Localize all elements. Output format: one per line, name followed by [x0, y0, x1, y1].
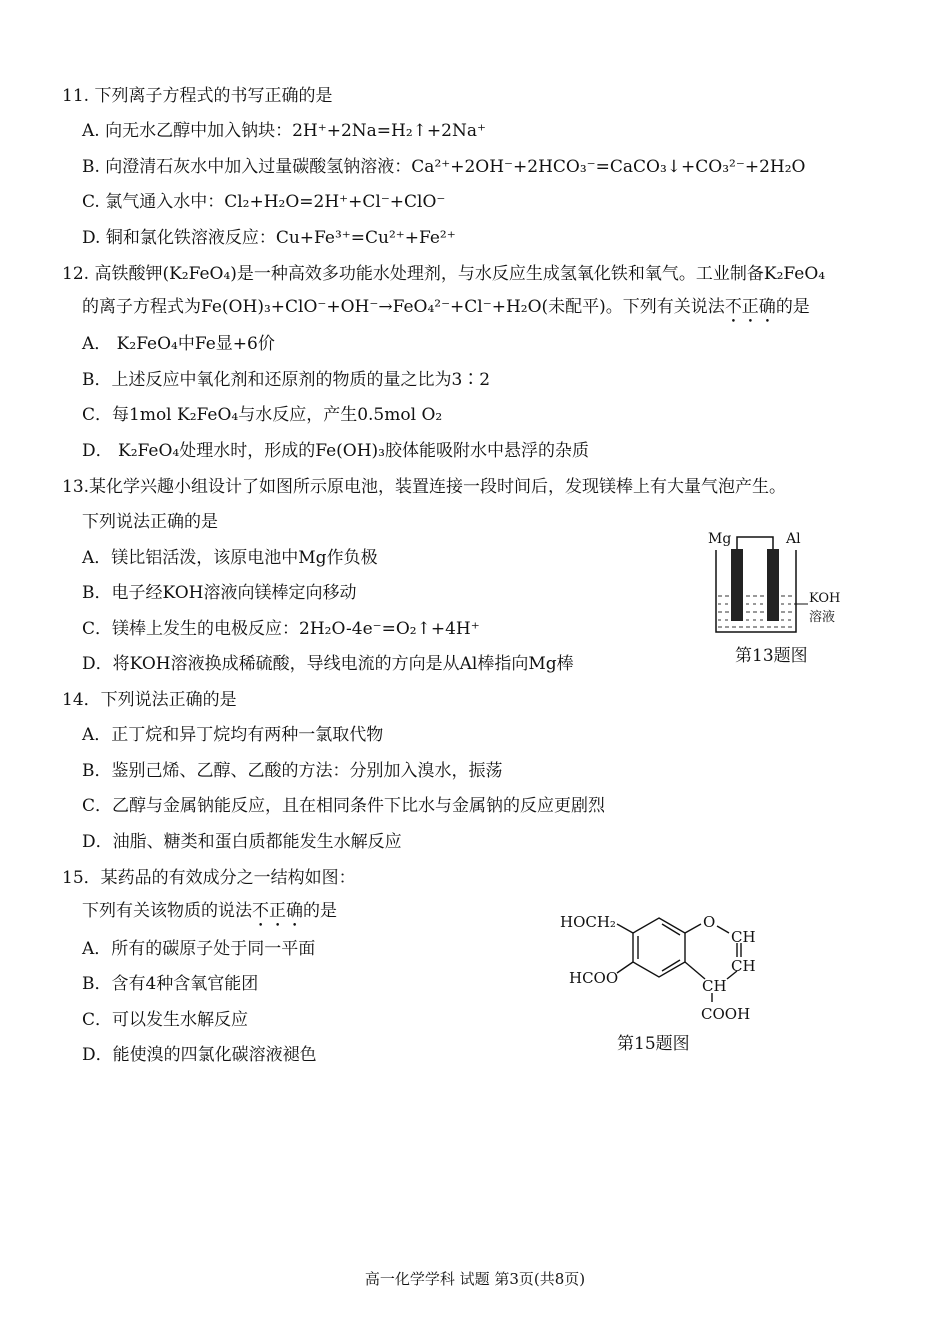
q14-stem: 14．下列说法正确的是 — [62, 690, 237, 710]
q13-label-solution: 溶液 — [809, 610, 836, 625]
q15-atom-o: O — [703, 913, 716, 931]
q12-stem-line2 — [82, 296, 810, 327]
q13-figure-caption: 第13题图 — [735, 646, 808, 666]
q13-option-b: B．电子经KOH溶液向镁棒定向移动 — [82, 583, 357, 603]
q15-emphasis: 不正确 — [252, 901, 303, 921]
q13-label-mg: Mg — [708, 531, 732, 547]
q15-option-b: B．含有4种含氧官能团 — [82, 974, 259, 994]
q15-stem-text: 下列有关该物质的说法 — [82, 901, 252, 921]
q15-atom-ch3: CH — [702, 977, 727, 995]
q13-wire — [737, 537, 773, 549]
q14-option-a: A．正丁烷和异丁烷均有两种一氯取代物 — [82, 725, 384, 745]
q11-option-a: A. 向无水乙醇中加入钠块：2H⁺+2Na=H₂↑+2Na⁺ — [82, 121, 486, 141]
q14-option-b: B．鉴别己烯、乙醇、乙酸的方法：分别加入溴水，振荡 — [82, 761, 503, 781]
q13-al-electrode — [767, 549, 779, 621]
q12-stem-text: 的离子方程式为Fe(OH)₃+ClO⁻+OH⁻→FeO₄²⁻+Cl⁻+H₂O(未配平)。下列有关说法 — [82, 297, 725, 317]
q13-option-a: A．镁比铝活泼，该原电池中Mg作负极 — [82, 548, 378, 568]
q13-cell-diagram — [700, 526, 860, 641]
q15-atom-ch2: CH — [731, 957, 756, 975]
q12-emphasis: 不正确 — [724, 297, 776, 317]
q15-option-c: C．可以发生水解反应 — [82, 1010, 249, 1030]
q14-option-c: C．乙醇与金属钠能反应，且在相同条件下比水与金属钠的反应更剧烈 — [82, 796, 606, 816]
q15-stem-line2 — [82, 900, 337, 931]
q15-benzene-ring — [633, 918, 685, 977]
q14-option-d: D．油脂、糖类和蛋白质都能发生水解反应 — [82, 832, 402, 852]
q11-option-c: C. 氯气通入水中：Cl₂+H₂O=2H⁺+Cl⁻+ClO⁻ — [82, 192, 446, 212]
q15-stem-line1: 15．某药品的有效成分之一结构如图： — [62, 868, 356, 888]
q13-option-c: C．镁棒上发生的电极反应：2H₂O-4e⁻=O₂↑+4H⁺ — [82, 619, 480, 639]
q13-mg-electrode — [731, 549, 743, 621]
q12-option-d: D． K₂FeO₄处理水时，形成的Fe(OH)₃胶体能吸附水中悬浮的杂质 — [82, 441, 589, 461]
q15-atom-ch1: CH — [731, 928, 756, 946]
q12-stem-tail: 的是 — [775, 297, 810, 317]
q15-group-hoch2: HOCH₂ — [560, 913, 616, 931]
q15-figure-caption: 第15题图 — [617, 1034, 690, 1054]
q12-option-a: A． K₂FeO₄中Fe显+6价 — [82, 334, 275, 354]
page-footer: 高一化学学科 试题 第3页(共8页) — [364, 1270, 586, 1288]
q13-option-d: D．将KOH溶液换成稀硫酸，导线电流的方向是从Al棒指向Mg棒 — [82, 654, 574, 674]
q13-label-al: Al — [786, 531, 801, 547]
q12-stem-line1: 12. 高铁酸钾(K₂FeO₄)是一种高效多功能水处理剂，与水反应生成氢氧化铁和氧气。工业制备K₂FeO₄ — [62, 264, 826, 284]
q13-stem-line2: 下列说法正确的是 — [82, 512, 218, 532]
q11-stem: 11. 下列离子方程式的书写正确的是 — [62, 86, 333, 106]
q15-group-hcoo: HCOO — [569, 969, 619, 987]
q15-option-d: D．能使溴的四氯化碳溶液褪色 — [82, 1045, 317, 1065]
q12-option-b: B．上述反应中氧化剂和还原剂的物质的量之比为3∶2 — [82, 370, 491, 390]
q13-label-koh: KOH — [809, 591, 841, 606]
q13-solution — [718, 596, 794, 627]
q13-stem-line1: 13.某化学兴趣小组设计了如图所示原电池，装置连接一段时间后，发现镁棒上有大量气泡产生。 — [62, 477, 787, 497]
q11-option-b: B. 向澄清石灰水中加入过量碳酸氢钠溶液：Ca²⁺+2OH⁻+2HCO₃⁻=CaCO₃↓+CO₃²⁻+2H₂O — [82, 157, 806, 177]
q15-stem-tail: 的是 — [303, 901, 337, 921]
q12-option-c: C．每1mol K₂FeO₄与水反应，产生0.5mol O₂ — [82, 405, 443, 425]
q15-structure-diagram — [555, 905, 795, 1030]
q15-option-a: A．所有的碳原子处于同一平面 — [82, 939, 316, 959]
q11-option-d: D. 铜和氯化铁溶液反应：Cu+Fe³⁺=Cu²⁺+Fe²⁺ — [82, 228, 456, 248]
q15-group-cooh: COOH — [701, 1005, 751, 1023]
